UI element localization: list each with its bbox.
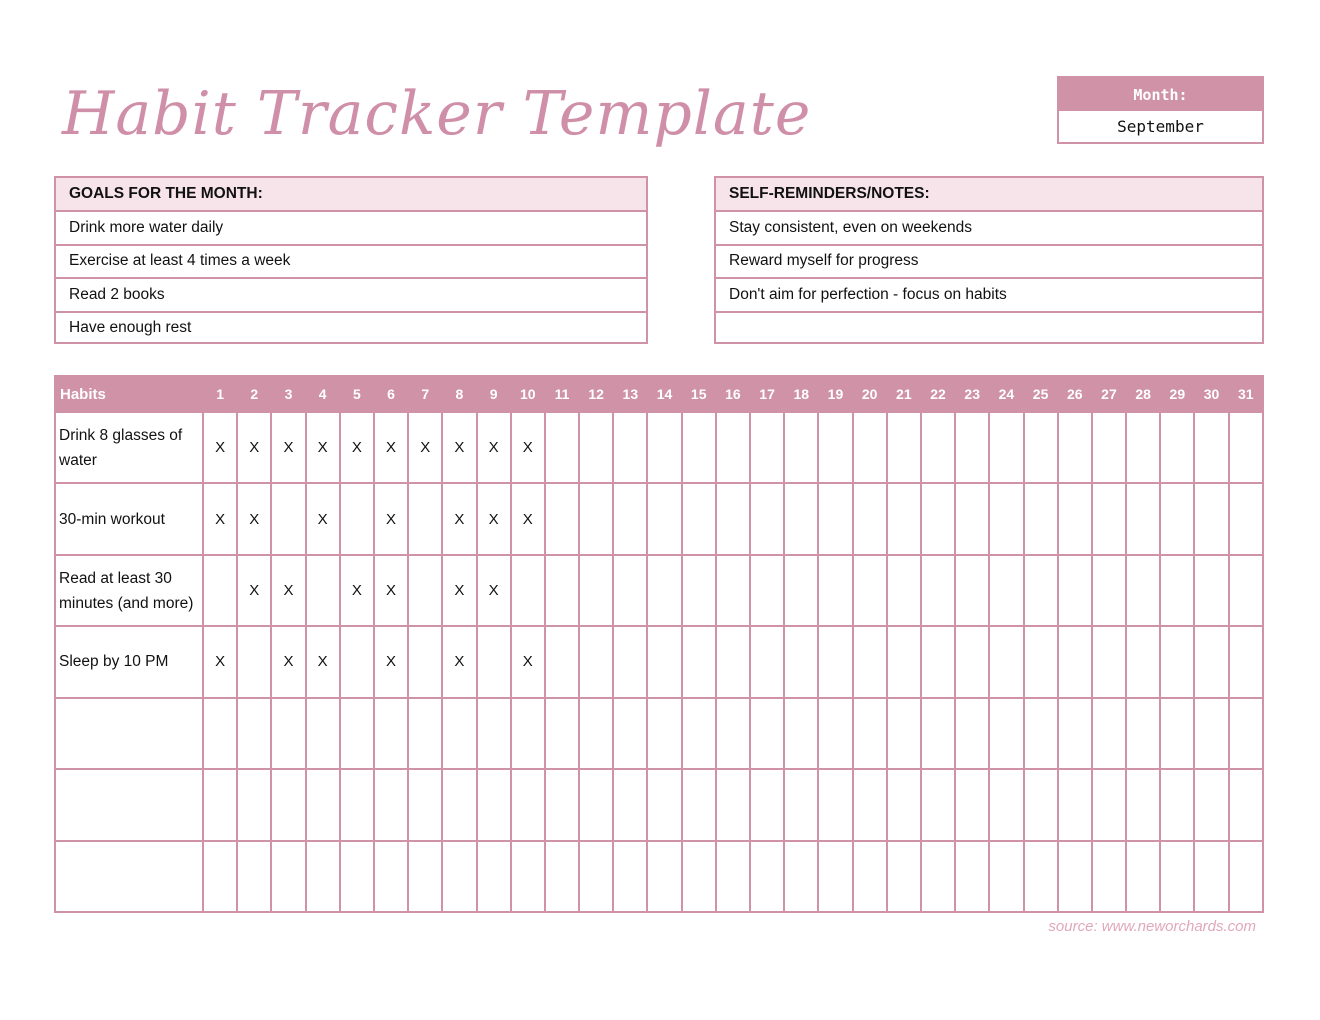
day-check-cell[interactable] [408, 555, 442, 626]
day-check-cell[interactable] [579, 769, 613, 840]
day-check-cell[interactable] [1229, 769, 1263, 840]
day-check-cell[interactable] [716, 483, 750, 554]
day-check-cell[interactable] [203, 769, 237, 840]
day-check-cell[interactable] [511, 841, 545, 912]
habits-column-header: Habits [55, 376, 203, 412]
day-check-cell[interactable] [1160, 483, 1194, 554]
day-check-cell[interactable] [1024, 698, 1058, 769]
day-check-cell[interactable] [237, 769, 271, 840]
day-check-cell[interactable] [408, 841, 442, 912]
day-check-cell[interactable] [545, 841, 579, 912]
day-check-cell[interactable]: X [511, 412, 545, 483]
day-header: 15 [682, 376, 716, 412]
day-check-cell[interactable] [989, 412, 1023, 483]
day-check-cell[interactable] [1160, 412, 1194, 483]
day-check-cell[interactable] [579, 841, 613, 912]
day-check-cell[interactable] [442, 841, 476, 912]
day-check-cell[interactable] [989, 555, 1023, 626]
day-check-cell[interactable] [613, 412, 647, 483]
day-header: 5 [340, 376, 374, 412]
day-check-cell[interactable] [921, 769, 955, 840]
day-check-cell[interactable]: X [203, 483, 237, 554]
day-check-cell[interactable] [1058, 412, 1092, 483]
day-check-cell[interactable] [921, 412, 955, 483]
day-check-cell[interactable] [1126, 769, 1160, 840]
day-check-cell[interactable] [1194, 841, 1228, 912]
day-check-cell[interactable] [853, 841, 887, 912]
day-header: 26 [1058, 376, 1092, 412]
day-header: 12 [579, 376, 613, 412]
day-header: 30 [1194, 376, 1228, 412]
day-check-cell[interactable] [989, 483, 1023, 554]
day-check-cell[interactable] [1160, 555, 1194, 626]
day-check-cell[interactable]: X [477, 412, 511, 483]
day-check-cell[interactable] [853, 698, 887, 769]
day-check-cell[interactable] [1024, 769, 1058, 840]
habit-tracker-table [54, 375, 1264, 913]
day-check-cell[interactable] [1024, 626, 1058, 697]
day-header: 29 [1160, 376, 1194, 412]
day-check-cell[interactable] [955, 626, 989, 697]
day-check-cell[interactable] [237, 626, 271, 697]
day-check-cell[interactable]: X [306, 626, 340, 697]
day-check-cell[interactable] [887, 626, 921, 697]
day-header: 17 [750, 376, 784, 412]
day-check-cell[interactable]: X [442, 626, 476, 697]
day-check-cell[interactable]: X [203, 412, 237, 483]
day-check-cell[interactable] [1092, 555, 1126, 626]
day-check-cell[interactable] [613, 483, 647, 554]
day-check-cell[interactable] [921, 841, 955, 912]
month-box [1057, 76, 1264, 144]
goal-item[interactable]: Drink more water daily [56, 210, 646, 244]
day-check-cell[interactable] [511, 555, 545, 626]
day-check-cell[interactable] [271, 841, 305, 912]
day-check-cell[interactable] [613, 555, 647, 626]
day-check-cell[interactable] [921, 483, 955, 554]
day-check-cell[interactable] [853, 626, 887, 697]
day-check-cell[interactable]: X [442, 555, 476, 626]
day-check-cell[interactable] [716, 841, 750, 912]
day-header: 4 [306, 376, 340, 412]
day-check-cell[interactable] [818, 769, 852, 840]
habit-row [55, 769, 1263, 840]
day-check-cell[interactable] [306, 841, 340, 912]
day-check-cell[interactable] [818, 626, 852, 697]
day-header: 20 [853, 376, 887, 412]
day-check-cell[interactable] [853, 412, 887, 483]
day-check-cell[interactable] [989, 626, 1023, 697]
day-check-cell[interactable] [647, 626, 681, 697]
day-check-cell[interactable] [784, 769, 818, 840]
day-check-cell[interactable] [1024, 483, 1058, 554]
day-check-cell[interactable] [647, 698, 681, 769]
day-check-cell[interactable] [955, 412, 989, 483]
habit-row [55, 555, 1263, 626]
day-check-cell[interactable] [545, 769, 579, 840]
day-check-cell[interactable] [682, 483, 716, 554]
habit-row [55, 698, 1263, 769]
day-check-cell[interactable] [818, 698, 852, 769]
day-check-cell[interactable] [887, 483, 921, 554]
day-check-cell[interactable] [477, 841, 511, 912]
day-check-cell[interactable] [716, 626, 750, 697]
day-check-cell[interactable] [989, 841, 1023, 912]
day-header: 31 [1229, 376, 1263, 412]
note-item[interactable] [716, 311, 1262, 345]
day-check-cell[interactable] [1126, 412, 1160, 483]
day-check-cell[interactable] [237, 841, 271, 912]
day-check-cell[interactable]: X [374, 626, 408, 697]
day-check-cell[interactable] [340, 841, 374, 912]
day-check-cell[interactable] [374, 841, 408, 912]
day-check-cell[interactable] [887, 698, 921, 769]
notes-panel [714, 176, 1264, 344]
day-check-cell[interactable] [203, 841, 237, 912]
day-check-cell[interactable] [647, 483, 681, 554]
day-check-cell[interactable] [1092, 626, 1126, 697]
day-check-cell[interactable] [408, 698, 442, 769]
day-check-cell[interactable] [1160, 698, 1194, 769]
day-check-cell[interactable] [853, 483, 887, 554]
day-check-cell[interactable] [921, 626, 955, 697]
habit-name-cell[interactable]: Drink 8 glasses of water [55, 412, 203, 483]
day-check-cell[interactable] [682, 626, 716, 697]
habit-name-cell[interactable]: 30-min workout [55, 483, 203, 554]
goal-item[interactable]: Read 2 books [56, 277, 646, 311]
day-header: 13 [613, 376, 647, 412]
day-check-cell[interactable] [647, 555, 681, 626]
day-check-cell[interactable] [613, 626, 647, 697]
habit-name-cell[interactable] [55, 769, 203, 840]
day-check-cell[interactable] [1058, 483, 1092, 554]
day-check-cell[interactable] [477, 698, 511, 769]
note-item[interactable]: Stay consistent, even on weekends [716, 210, 1262, 244]
day-check-cell[interactable] [545, 698, 579, 769]
day-check-cell[interactable] [340, 626, 374, 697]
day-check-cell[interactable] [955, 483, 989, 554]
day-check-cell[interactable] [271, 769, 305, 840]
day-check-cell[interactable] [784, 412, 818, 483]
day-check-cell[interactable] [1229, 483, 1263, 554]
habit-row [55, 412, 1263, 483]
day-check-cell[interactable] [442, 698, 476, 769]
day-header: 14 [647, 376, 681, 412]
day-header: 18 [784, 376, 818, 412]
day-check-cell[interactable] [818, 841, 852, 912]
day-check-cell[interactable] [1194, 483, 1228, 554]
habit-row [55, 483, 1263, 554]
day-check-cell[interactable] [442, 769, 476, 840]
day-header: 6 [374, 376, 408, 412]
day-check-cell[interactable] [545, 412, 579, 483]
day-check-cell[interactable] [750, 483, 784, 554]
day-check-cell[interactable]: X [203, 626, 237, 697]
day-check-cell[interactable] [647, 769, 681, 840]
day-check-cell[interactable] [1229, 698, 1263, 769]
day-check-cell[interactable] [955, 555, 989, 626]
day-check-cell[interactable] [716, 769, 750, 840]
goals-panel [54, 176, 648, 344]
day-check-cell[interactable] [750, 841, 784, 912]
day-check-cell[interactable]: X [477, 555, 511, 626]
day-check-cell[interactable] [1058, 555, 1092, 626]
day-check-cell[interactable] [1194, 626, 1228, 697]
day-check-cell[interactable]: X [511, 626, 545, 697]
day-check-cell[interactable]: X [340, 412, 374, 483]
day-check-cell[interactable] [545, 626, 579, 697]
day-header: 24 [989, 376, 1023, 412]
day-check-cell[interactable] [784, 698, 818, 769]
day-check-cell[interactable] [887, 769, 921, 840]
day-check-cell[interactable] [1229, 412, 1263, 483]
day-check-cell[interactable] [271, 483, 305, 554]
day-header: 27 [1092, 376, 1126, 412]
day-check-cell[interactable] [887, 412, 921, 483]
day-check-cell[interactable] [1058, 769, 1092, 840]
month-label: Month: [1059, 78, 1262, 111]
day-check-cell[interactable] [1126, 483, 1160, 554]
day-check-cell[interactable] [818, 555, 852, 626]
day-check-cell[interactable] [716, 698, 750, 769]
day-check-cell[interactable] [1058, 698, 1092, 769]
day-header: 22 [921, 376, 955, 412]
day-check-cell[interactable]: X [442, 412, 476, 483]
day-check-cell[interactable] [237, 698, 271, 769]
day-header: 3 [271, 376, 305, 412]
day-check-cell[interactable] [1126, 841, 1160, 912]
day-check-cell[interactable] [511, 769, 545, 840]
day-header: 9 [477, 376, 511, 412]
note-item[interactable]: Reward myself for progress [716, 244, 1262, 278]
day-check-cell[interactable] [271, 698, 305, 769]
day-header: 19 [818, 376, 852, 412]
goal-item[interactable]: Exercise at least 4 times a week [56, 244, 646, 278]
day-check-cell[interactable] [1194, 698, 1228, 769]
day-check-cell[interactable]: X [237, 555, 271, 626]
day-check-cell[interactable]: X [271, 555, 305, 626]
day-check-cell[interactable] [1194, 769, 1228, 840]
day-check-cell[interactable] [647, 841, 681, 912]
day-check-cell[interactable] [1092, 483, 1126, 554]
day-check-cell[interactable] [1229, 626, 1263, 697]
habit-name-cell[interactable] [55, 698, 203, 769]
day-check-cell[interactable] [1126, 626, 1160, 697]
day-check-cell[interactable] [1092, 841, 1126, 912]
day-check-cell[interactable]: X [374, 412, 408, 483]
day-check-cell[interactable] [682, 555, 716, 626]
day-check-cell[interactable] [408, 769, 442, 840]
day-check-cell[interactable] [1194, 412, 1228, 483]
day-check-cell[interactable] [579, 698, 613, 769]
day-check-cell[interactable] [203, 698, 237, 769]
day-check-cell[interactable]: X [237, 483, 271, 554]
day-check-cell[interactable] [1024, 555, 1058, 626]
day-check-cell[interactable] [921, 555, 955, 626]
day-check-cell[interactable] [1126, 555, 1160, 626]
habit-name-cell[interactable]: Sleep by 10 PM [55, 626, 203, 697]
day-header: 10 [511, 376, 545, 412]
day-check-cell[interactable] [579, 483, 613, 554]
day-check-cell[interactable] [887, 555, 921, 626]
day-check-cell[interactable]: X [306, 483, 340, 554]
day-check-cell[interactable] [784, 841, 818, 912]
day-check-cell[interactable] [955, 698, 989, 769]
day-check-cell[interactable] [613, 698, 647, 769]
day-check-cell[interactable] [989, 698, 1023, 769]
day-check-cell[interactable] [1126, 698, 1160, 769]
day-check-cell[interactable] [784, 555, 818, 626]
day-check-cell[interactable] [1229, 841, 1263, 912]
page-title: Habit Tracker Template [62, 79, 812, 149]
day-header: 23 [955, 376, 989, 412]
day-check-cell[interactable] [784, 626, 818, 697]
habit-row [55, 626, 1263, 697]
day-header: 7 [408, 376, 442, 412]
day-check-cell[interactable] [1092, 412, 1126, 483]
day-check-cell[interactable] [340, 698, 374, 769]
habit-name-cell[interactable]: Read at least 30 minutes (and more) [55, 555, 203, 626]
day-check-cell[interactable]: X [374, 555, 408, 626]
day-check-cell[interactable]: X [511, 483, 545, 554]
day-check-cell[interactable] [545, 483, 579, 554]
day-check-cell[interactable]: X [237, 412, 271, 483]
day-check-cell[interactable] [1024, 412, 1058, 483]
day-check-cell[interactable] [647, 412, 681, 483]
day-check-cell[interactable] [1160, 626, 1194, 697]
day-header: 16 [716, 376, 750, 412]
day-check-cell[interactable]: X [306, 412, 340, 483]
day-check-cell[interactable] [955, 769, 989, 840]
day-check-cell[interactable] [921, 698, 955, 769]
day-check-cell[interactable] [1058, 626, 1092, 697]
day-check-cell[interactable]: X [271, 412, 305, 483]
day-header: 1 [203, 376, 237, 412]
day-check-cell[interactable] [477, 769, 511, 840]
day-check-cell[interactable] [818, 483, 852, 554]
day-check-cell[interactable]: X [408, 412, 442, 483]
day-check-cell[interactable] [1092, 769, 1126, 840]
day-check-cell[interactable] [1024, 841, 1058, 912]
day-check-cell[interactable] [340, 769, 374, 840]
day-check-cell[interactable] [853, 769, 887, 840]
month-value[interactable]: September [1117, 117, 1204, 136]
day-check-cell[interactable] [306, 769, 340, 840]
day-check-cell[interactable]: X [442, 483, 476, 554]
day-check-cell[interactable]: X [340, 555, 374, 626]
day-check-cell[interactable] [682, 412, 716, 483]
day-check-cell[interactable] [750, 626, 784, 697]
day-check-cell[interactable] [750, 555, 784, 626]
habit-name-cell[interactable] [55, 841, 203, 912]
day-header: 8 [442, 376, 476, 412]
day-check-cell[interactable] [989, 769, 1023, 840]
day-check-cell[interactable] [682, 698, 716, 769]
source-credit: source: www.neworchards.com [1048, 918, 1256, 935]
day-check-cell[interactable] [784, 483, 818, 554]
day-header: 2 [237, 376, 271, 412]
day-check-cell[interactable] [203, 555, 237, 626]
note-item[interactable]: Don't aim for perfection - focus on habits [716, 277, 1262, 311]
day-check-cell[interactable] [579, 555, 613, 626]
day-check-cell[interactable] [613, 841, 647, 912]
day-check-cell[interactable] [340, 483, 374, 554]
day-check-cell[interactable] [374, 769, 408, 840]
day-check-cell[interactable] [818, 412, 852, 483]
day-check-cell[interactable] [1229, 555, 1263, 626]
day-check-cell[interactable] [477, 626, 511, 697]
day-check-cell[interactable] [750, 412, 784, 483]
day-check-cell[interactable] [1160, 769, 1194, 840]
day-check-cell[interactable] [306, 698, 340, 769]
day-check-cell[interactable] [511, 698, 545, 769]
day-check-cell[interactable] [579, 412, 613, 483]
day-check-cell[interactable] [579, 626, 613, 697]
day-check-cell[interactable] [887, 841, 921, 912]
tracker-header-row [55, 376, 1263, 412]
day-check-cell[interactable] [408, 626, 442, 697]
goals-heading: GOALS FOR THE MONTH: [56, 178, 646, 210]
day-check-cell[interactable] [750, 769, 784, 840]
day-check-cell[interactable] [682, 841, 716, 912]
day-check-cell[interactable] [1194, 555, 1228, 626]
goal-item[interactable]: Have enough rest [56, 311, 646, 345]
day-check-cell[interactable] [306, 555, 340, 626]
day-check-cell[interactable] [750, 698, 784, 769]
day-check-cell[interactable] [374, 698, 408, 769]
day-header: 28 [1126, 376, 1160, 412]
notes-heading: SELF-REMINDERS/NOTES: [716, 178, 1262, 210]
day-check-cell[interactable] [1160, 841, 1194, 912]
day-check-cell[interactable] [613, 769, 647, 840]
day-check-cell[interactable]: X [374, 483, 408, 554]
day-check-cell[interactable] [545, 555, 579, 626]
day-check-cell[interactable] [716, 412, 750, 483]
habit-row [55, 841, 1263, 912]
day-header: 11 [545, 376, 579, 412]
day-check-cell[interactable] [682, 769, 716, 840]
day-header: 21 [887, 376, 921, 412]
day-check-cell[interactable] [1092, 698, 1126, 769]
day-check-cell[interactable] [955, 841, 989, 912]
day-header: 25 [1024, 376, 1058, 412]
day-check-cell[interactable] [716, 555, 750, 626]
day-check-cell[interactable] [853, 555, 887, 626]
day-check-cell[interactable]: X [477, 483, 511, 554]
day-check-cell[interactable] [1058, 841, 1092, 912]
day-check-cell[interactable] [408, 483, 442, 554]
day-check-cell[interactable]: X [271, 626, 305, 697]
